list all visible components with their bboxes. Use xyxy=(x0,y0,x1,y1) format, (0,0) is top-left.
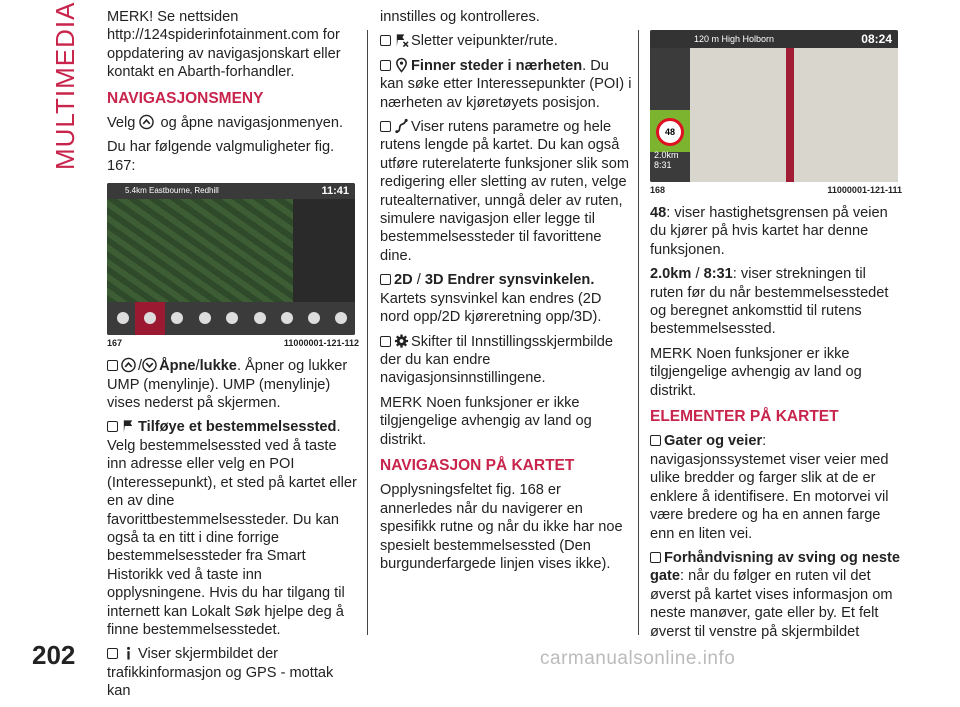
item-2d-3d: 2D / 3D Endrer synsvinkelen. Kartets synsvinkel kan endres (2D nord opp/2D kjøreretning opp/3D). xyxy=(380,272,602,326)
checkbox-bullet-icon xyxy=(380,35,391,46)
paragraph-velg: Velg og åpne navigasjonmenyen. xyxy=(107,115,344,132)
page-number: 202 xyxy=(32,640,76,670)
figure-167-caption: 167 11000001-121-112 xyxy=(107,338,359,349)
chevron-up-icon xyxy=(121,357,136,373)
section-side-title: MULTIMEDIA xyxy=(50,1,80,170)
heading-navigasjon-pa-kartet: NAVIGASJON PÅ KARTET xyxy=(380,456,575,474)
item-streets-roads: Gater og veier: navigasjonssystemet viser veier med ulike bredder og farger slik at de er enklere å identifisere. En motorvei vil være bredere og ha en annen farge enn en liten vei. xyxy=(650,433,889,542)
item-find-nearby: Finner steder i nærheten. Du kan søke etter Interessepunkter (POI) i nærheten av kjøretøyets posisjon. xyxy=(380,57,632,111)
continued-text: innstilles og kontrolleres. xyxy=(380,9,540,25)
paragraph-distance-eta: 2.0km / 8:31: viser strekningen til ruten før du når bestemmelsesstedet og beregnet ankomsttid til rutens bestemmelsessted. xyxy=(650,266,889,338)
item-add-destination: Tilføye et bestemmelsessted. Velg bestemmelsessted ved å taste inn adresse eller velg en POI (Interessepunkt), et sted på kartet eller en av dine favorittbestemmelsessteder. Du kan også ta en titt i dine forrige bestemmelsessteder fra Smart Historikk ved å taste inn opplysningene. Hvis du har tilgang til internett kan Lokalt Søk hjelpe deg å finne bestemmelsesstedet. xyxy=(107,419,357,638)
checkbox-bullet-icon xyxy=(107,421,118,432)
flag-icon xyxy=(121,418,136,434)
item-open-close: / Åpne/lukke. Åpner og lukker UMP (menylinje). UMP (menylinje) vises nederst på skjermen. xyxy=(107,358,348,412)
item-turn-preview: Forhåndvisning av sving og neste gate: når du følger en ruten vil det øverst på kartet vises informasjon om neste manøver, gate eller by. Et felt øverst til venstre på skjermbildet xyxy=(650,549,900,640)
paragraph-info-field: Opplysningsfeltet fig. 168 er annerledes når du navigerer en spesifikk rutne og når du ikke har noe spesielt bestemmelsessted (Den burgunderfargede linjen vises ikke). xyxy=(380,482,623,572)
checkbox-bullet-icon xyxy=(107,648,118,659)
chevron-up-icon xyxy=(139,114,154,130)
info-icon xyxy=(121,645,136,661)
figure-168-caption: 168 11000001-121-111 xyxy=(650,185,902,195)
checkbox-bullet-icon xyxy=(650,435,661,446)
checkbox-bullet-icon xyxy=(380,121,391,132)
figure-167-navigation-menu: 5.4km Eastbourne, Redhill 11:41 xyxy=(107,183,355,335)
checkbox-bullet-icon xyxy=(380,336,391,347)
merk-note-2: MERK Noen funksjoner er ikke tilgjengelige avhengig av land og distrikt. xyxy=(380,394,592,448)
map-pin-icon xyxy=(394,57,409,73)
checkbox-bullet-icon xyxy=(650,552,661,563)
checkbox-bullet-icon xyxy=(380,274,391,285)
heading-elementer-pa-kartet: ELEMENTER PÅ KARTET xyxy=(650,408,839,426)
column-divider xyxy=(638,30,639,635)
item-traffic-info: Viser skjermbildet der trafikkinformasjon og GPS - mottak kan xyxy=(107,646,334,700)
chevron-down-icon xyxy=(142,357,157,373)
merk-note: MERK! Se nettsiden http://124spiderinfotainment.com for oppdatering av navigasjonskart eller kontakt en Abarth-forhandler. xyxy=(107,9,341,81)
checkbox-bullet-icon xyxy=(380,60,391,71)
route-icon xyxy=(394,118,409,134)
checkbox-bullet-icon xyxy=(107,360,118,371)
column-divider xyxy=(367,30,368,635)
paragraph-speed-limit: 48: viser hastighetsgrensen på veien du kjører på hvis kartet har denne funksjonen. xyxy=(650,205,888,258)
column-3 xyxy=(650,8,902,647)
column-2 xyxy=(380,8,632,579)
watermark: carmanualsonline.info xyxy=(540,648,736,669)
column-1 xyxy=(107,8,359,707)
gear-icon xyxy=(394,333,409,349)
paragraph-valg: Du har følgende valgmuligheter fig. 167: xyxy=(107,139,335,174)
figure-168-map-navigation: 120 m High Holborn 08:24 48 2.0km 8:31 xyxy=(650,30,898,182)
item-delete-route: Sletter veipunkter/rute. xyxy=(380,32,632,50)
merk-note-3: MERK Noen funksjoner er ikke tilgjengelige avhengig av land og distrikt. xyxy=(650,345,862,399)
delete-flag-icon xyxy=(394,32,409,48)
speed-limit-sign: 48 xyxy=(656,118,684,146)
item-route-params: Viser rutens parametre og hele rutens lengde på kartet. Du kan også utføre ruterelaterte funksjoner slik som redigering eller sletting av ruten, velge rutealternativer, unngå deler av ruten, simulere navigasjon eller legge til bestemmelsessteder til favorittene dine. xyxy=(380,119,629,264)
heading-navigasjonsmeny: NAVIGASJONSMENY xyxy=(107,89,264,107)
item-settings: Skifter til Innstillingsskjermbilde der du kan endre navigasjonsinnstillingene. xyxy=(380,333,613,387)
